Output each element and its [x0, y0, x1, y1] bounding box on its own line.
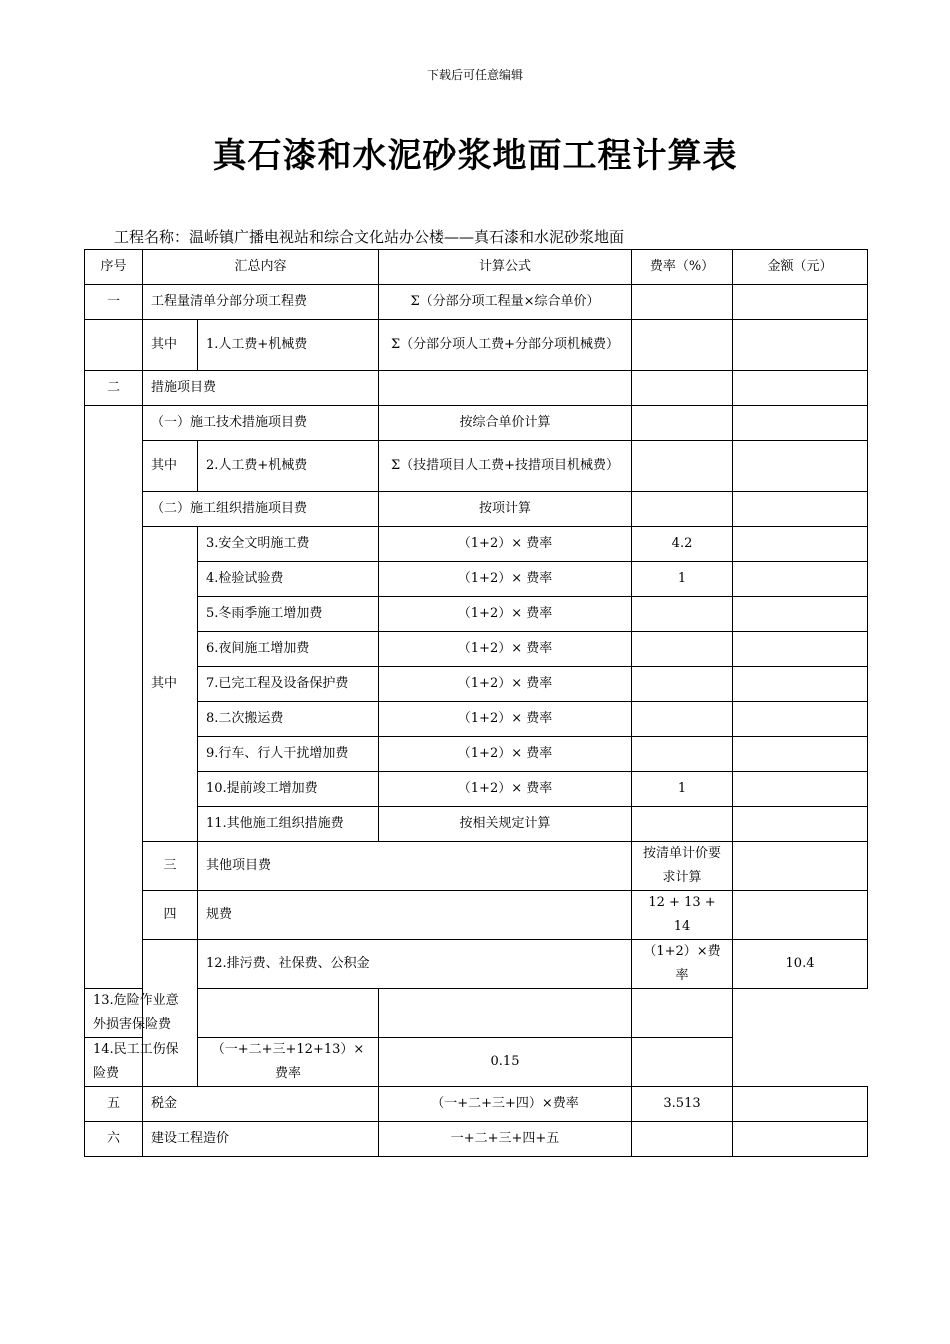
row-rate	[632, 737, 733, 772]
row-no-merged	[85, 406, 143, 989]
row-formula: （一+二+三+12+13）×费率	[198, 1038, 379, 1087]
row-content: 12.排污费、社保费、公积金	[198, 940, 632, 989]
row-formula: 12 + 13 + 14	[632, 891, 733, 940]
row-formula	[379, 371, 632, 406]
row-no: 六	[85, 1122, 143, 1157]
row-rate	[632, 1122, 733, 1157]
header-content: 汇总内容	[143, 250, 379, 285]
row-content: 2.人工费+机械费	[198, 441, 379, 492]
row-rate	[733, 842, 868, 891]
table-row	[85, 667, 868, 702]
row-rate	[632, 441, 733, 492]
row-formula: （1+2）× 费率	[379, 632, 632, 667]
row-no	[85, 320, 143, 371]
row-content: 6.夜间施工增加费	[198, 632, 379, 667]
row-content: （一）施工技术措施项目费	[143, 406, 379, 441]
row-content: 7.已完工程及设备保护费	[198, 667, 379, 702]
table-row	[85, 737, 868, 772]
table-row	[85, 891, 868, 940]
row-sub-label: 其中	[143, 320, 198, 371]
table-row	[85, 632, 868, 667]
row-sub-label: 其中	[143, 527, 198, 842]
row-rate	[733, 891, 868, 940]
row-content: 5.冬雨季施工增加费	[198, 597, 379, 632]
table-row	[85, 406, 868, 441]
row-amount	[733, 632, 868, 667]
table-row	[85, 492, 868, 527]
row-no: 二	[85, 371, 143, 406]
table-row	[85, 1122, 868, 1157]
table-row	[85, 320, 868, 371]
row-content: 税金	[143, 1087, 379, 1122]
row-content: 11.其他施工组织措施费	[198, 807, 379, 842]
row-content: 14.民工工伤保险费	[85, 1038, 198, 1087]
row-formula: （1+2）× 费率	[379, 702, 632, 737]
table-row	[85, 527, 868, 562]
row-content: 13.危险作业意外损害保险费	[85, 989, 198, 1038]
table-row	[85, 940, 868, 989]
row-formula: （1+2）× 费率	[379, 667, 632, 702]
row-formula: （1+2）× 费率	[379, 527, 632, 562]
row-rate: 1	[632, 562, 733, 597]
row-rate	[632, 597, 733, 632]
row-rate	[632, 702, 733, 737]
table-row	[85, 807, 868, 842]
row-content: 1.人工费+机械费	[198, 320, 379, 371]
row-formula: Σ（分部分项人工费+分部分项机械费）	[379, 320, 632, 371]
row-rate: 3.513	[632, 1087, 733, 1122]
row-content: 其他项目费	[198, 842, 632, 891]
row-formula: Σ（分部分项工程量×综合单价）	[379, 285, 632, 320]
table-row	[85, 371, 868, 406]
row-formula: （1+2）× 费率	[379, 597, 632, 632]
row-formula: 按清单计价要求计算	[632, 842, 733, 891]
table-row	[85, 1087, 868, 1122]
row-content: 3.安全文明施工费	[198, 527, 379, 562]
row-content: 工程量清单分部分项工程费	[143, 285, 379, 320]
header-formula: 计算公式	[379, 250, 632, 285]
row-amount	[733, 1122, 868, 1157]
row-no: 五	[85, 1087, 143, 1122]
table-row	[85, 702, 868, 737]
row-formula	[198, 989, 379, 1038]
row-rate: 4.2	[632, 527, 733, 562]
row-rate	[632, 406, 733, 441]
table-header-row	[85, 250, 868, 285]
row-formula: （1+2）× 费率	[379, 772, 632, 807]
row-formula: 按项计算	[379, 492, 632, 527]
row-content: 9.行车、行人干扰增加费	[198, 737, 379, 772]
row-amount	[733, 492, 868, 527]
table-row	[85, 989, 868, 1038]
row-rate	[632, 807, 733, 842]
row-content: 4.检验试验费	[198, 562, 379, 597]
row-rate: 1	[632, 772, 733, 807]
row-formula: Σ（技措项目人工费+技措项目机械费）	[379, 441, 632, 492]
row-amount	[733, 441, 868, 492]
row-rate	[632, 667, 733, 702]
row-formula: （1+2）× 费率	[379, 562, 632, 597]
row-amount	[733, 807, 868, 842]
row-rate	[632, 320, 733, 371]
row-rate: 0.15	[379, 1038, 632, 1087]
row-no: 三	[143, 842, 198, 891]
row-content: 8.二次搬运费	[198, 702, 379, 737]
row-amount	[632, 989, 733, 1038]
table-row	[85, 1038, 868, 1087]
document-title: 真石漆和水泥砂浆地面工程计算表	[212, 136, 738, 176]
row-amount	[733, 527, 868, 562]
row-rate: 10.4	[733, 940, 868, 989]
table-row	[85, 441, 868, 492]
row-formula: （一+二+三+四）×费率	[379, 1087, 632, 1122]
table-row	[85, 597, 868, 632]
table-row	[85, 842, 868, 891]
header-note: 下载后可任意编辑	[426, 68, 523, 82]
header-rate: 费率（%）	[632, 250, 733, 285]
row-amount	[733, 702, 868, 737]
row-no: 一	[85, 285, 143, 320]
row-amount	[733, 406, 868, 441]
row-content: （二）施工组织措施项目费	[143, 492, 379, 527]
row-amount	[733, 320, 868, 371]
row-amount	[733, 667, 868, 702]
row-no: 四	[143, 891, 198, 940]
row-formula: （1+2）×费率	[632, 940, 733, 989]
row-rate	[632, 371, 733, 406]
row-amount	[733, 772, 868, 807]
row-content: 10.提前竣工增加费	[198, 772, 379, 807]
row-amount	[733, 1087, 868, 1122]
row-rate	[379, 989, 632, 1038]
header-no: 序号	[85, 250, 143, 285]
project-name: 工程名称：温峤镇广播电视站和综合文化站办公楼——真石漆和水泥砂浆地面	[114, 228, 625, 246]
row-content: 建设工程造价	[143, 1122, 379, 1157]
row-sub-label: 其中	[143, 441, 198, 492]
row-rate	[632, 285, 733, 320]
row-formula: （1+2）× 费率	[379, 737, 632, 772]
row-amount	[632, 1038, 733, 1087]
row-formula: 按综合单价计算	[379, 406, 632, 441]
row-formula: 一+二+三+四+五	[379, 1122, 632, 1157]
row-formula: 按相关规定计算	[379, 807, 632, 842]
table-row	[85, 562, 868, 597]
calculation-table	[84, 249, 868, 1157]
row-rate	[632, 632, 733, 667]
table-row	[85, 772, 868, 807]
row-amount	[733, 597, 868, 632]
table-row	[85, 285, 868, 320]
row-amount	[733, 562, 868, 597]
header-amount: 金额（元）	[733, 250, 868, 285]
row-content: 措施项目费	[143, 371, 379, 406]
row-rate	[632, 492, 733, 527]
row-amount	[733, 737, 868, 772]
row-content: 规费	[198, 891, 632, 940]
row-amount	[733, 371, 868, 406]
row-amount	[733, 285, 868, 320]
